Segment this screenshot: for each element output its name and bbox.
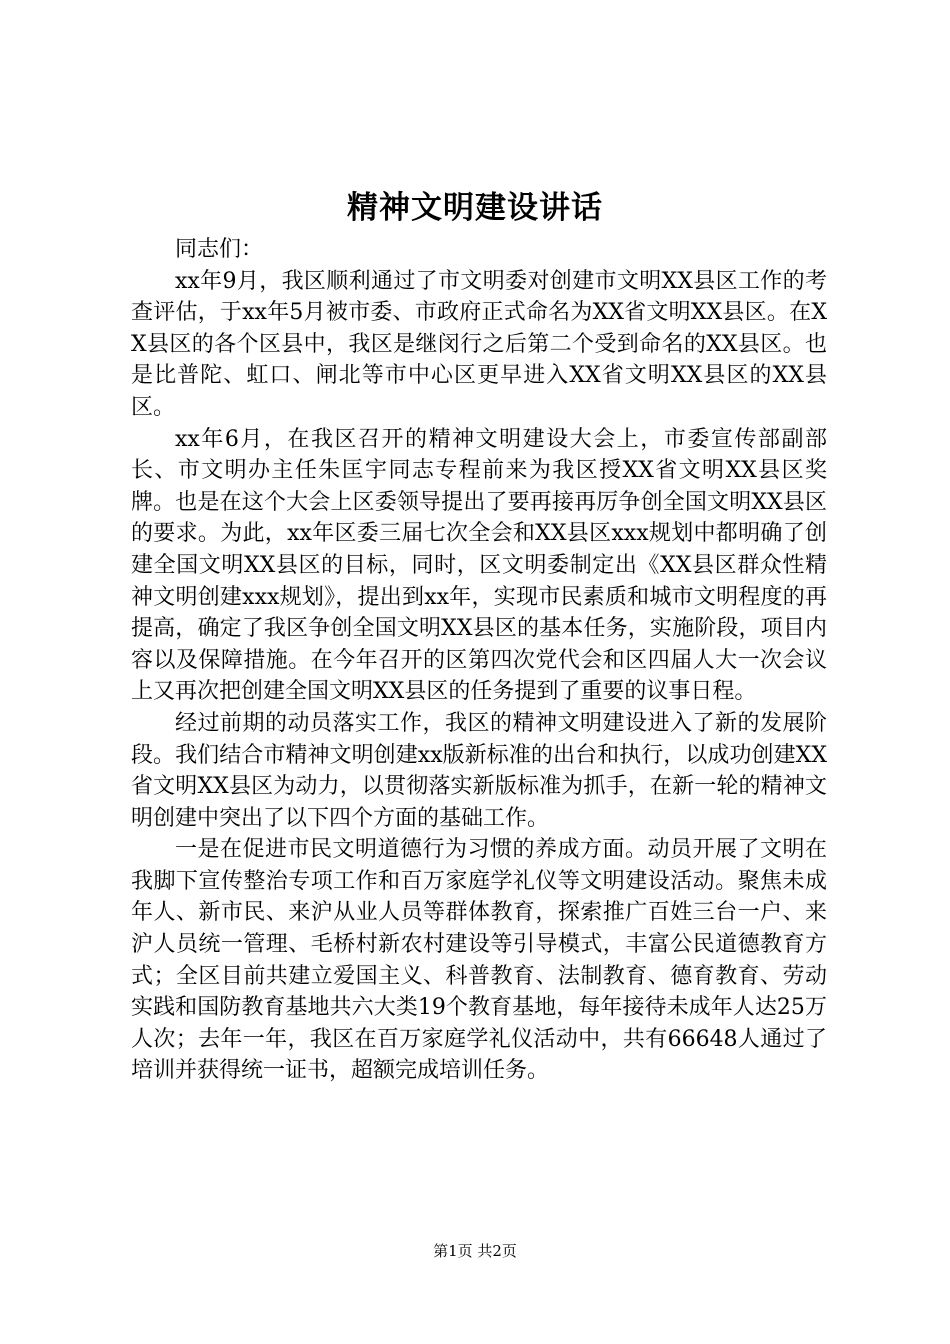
document-title: 精神文明建设讲话 [347,190,603,226]
page-footer: 第1页 共2页 [433,1242,517,1260]
salutation: 同志们： [175,237,264,262]
paragraph-2: xx年6月，在我区召开的精神文明建设大会上，市委宣传部副部长、市文明办主任朱匡宇同志专程前来为我区授XX省文明XX县区奖牌。也是在这个大会上区委领导提出了要再接再厉争创全国文明XX县区的要求。为此，xx年区委三届七次全会和XX县区xxx规划中都明确了创建全国文明XX县区的目标，同时，区文明委制定出《XX县区群众性精神文明创建xxx规划》，提出到xx年，实现市民素质和城市文明程度的再提高，确定了我区争创全国文明XX县区的基本任务，实施阶段，项目内容以及保障措施。在今年召开的区第四次党代会和区四届人大一次会议上又再次把创建全国文明XX县区的任务提到了重要的议事日程。 [131,426,827,705]
paragraph-1: xx年9月，我区顺利通过了市文明委对创建市文明XX县区工作的考查评估，于xx年5月被市委、市政府正式命名为XX省文明XX县区。在XX县区的各个区县中，我区是继闵行之后第二个受到命名的XX县区。也是比普陀、虹口、闸北等市中心区更早进入XX省文明XX县区的XX县区。 [131,268,827,420]
paragraph-4: 一是在促进市民文明道德行为习惯的养成方面。动员开展了文明在我脚下宣传整治专项工作和百万家庭学礼仪等文明建设活动。聚焦未成年人、新市民、来沪从业人员等群体教育，探索推广百姓三台一户、来沪人员统一管理、毛桥村新农村建设等引导模式，丰富公民道德教育方式；全区目前共建立爱国主义、科普教育、法制教育、德育教育、劳动实践和国防教育基地共六大类19个教育基地，每年接待未成年人达25万人次；去年一年，我区在百万家庭学礼仪活动中，共有66648人通过了培训并获得统一证书，超额完成培训任务。 [131,837,827,1084]
paragraph-3: 经过前期的动员落实工作，我区的精神文明建设进入了新的发展阶段。我们结合市精神文明创建xx版新标准的出台和执行，以成功创建XX省文明XX县区为动力，以贯彻落实新版标准为抓手，在新一轮的精神文明创建中突出了以下四个方面的基础工作。 [131,710,827,831]
document-body [131,234,827,1087]
